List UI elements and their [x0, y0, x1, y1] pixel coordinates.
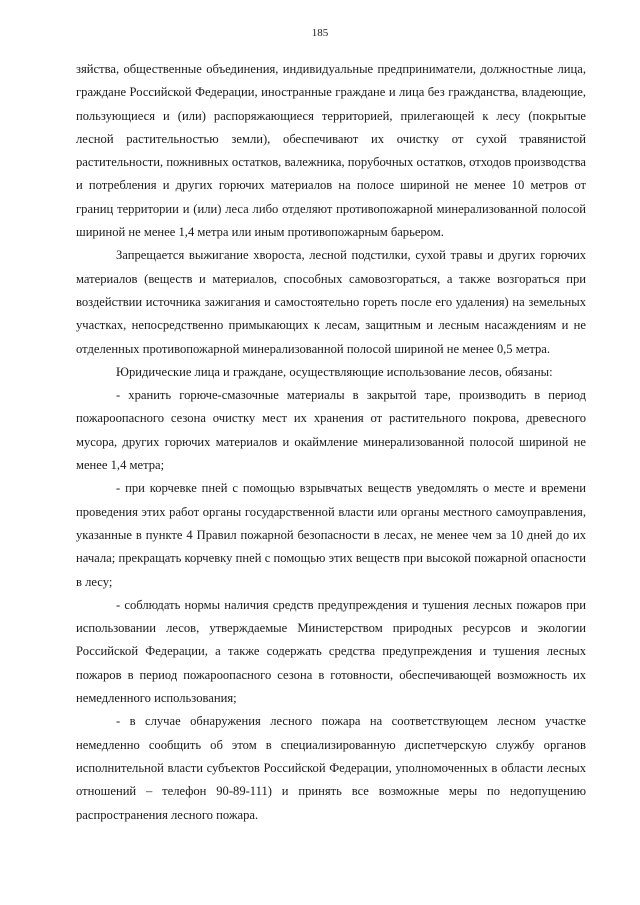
document-body [76, 58, 586, 827]
paragraph-obligations-intro: Юридические лица и граждане, осуществляющие использование лесов, обязаны: [116, 364, 553, 379]
list-item-stump-removal: - при корчевке пней с помощью взрывчатых веществ уведомлять о месте и времени проведения этих работ органы государственной власти или органы местного самоуправления, указанные в пункте 4 Правил пожарной безопасности в лесах, не менее чем за 10 дней до их начала; прекращать корчевку пней с помощью этих веществ при высокой пожарной опасности в лесу; [76, 481, 586, 589]
paragraph-continuation: зяйства, общественные объединения, индивидуальные предприниматели, должностные лица, граждане Российской Федерации, иностранные граждане и лица без гражданства, владеющие, пользующиеся и (или) распоряжающиеся территорией, прилегающей к лесу (покрытые лесной растительностью земли), обеспечивают их очистку от сухой травянистой растительности, пожнивных остатков, валежника, порубочных остатков, отходов производства и потребления и других горючих материалов на полосе шириной не менее 10 метров от границ территории и (или) леса либо отделяют противопожарной минерализованной полосой шириной не менее 1,4 метра или иным противопожарным барьером. [76, 62, 587, 240]
list-item-fire-reporting: - в случае обнаружения лесного пожара на соответствующем лесном участке немедленно сообщить об этом в специализированную диспетчерскую службу органов исполнительной власти субъектов Российской Федерации, уполномоченных в области лесных отношений – телефон 90-89-111) и принять все возможные меры по недопущению распространения лесного пожара. [76, 714, 586, 822]
list-item-firefighting-means: - соблюдать нормы наличия средств предупреждения и тушения лесных пожаров при использовании лесов, утверждаемые Министерством природных ресурсов и экологии Российской Федерации, а также содержать средства предупреждения и тушения лесных пожаров в период пожароопасного сезона в готовности, обеспечивающей возможность их немедленного использования; [76, 597, 586, 706]
paragraph-burning-prohibition: Запрещается выжигание хвороста, лесной подстилки, сухой травы и других горючих материалов (веществ и материалов, способных самовозгораться, а также возгораться при воздействии источника зажигания и самостоятельно гореть после его удаления) на земельных участках, непосредственно примыкающих к лесам, защитным и лесным насаждениям и не отделенных противопожарной минерализованной полосой шириной не менее 0,5 метра. [76, 248, 586, 356]
page-number: 185 [311, 27, 329, 39]
list-item-fuel-storage: - хранить горюче-смазочные материалы в закрытой таре, производить в период пожароопасного сезона очистку мест их хранения от растительного покрова, древесного мусора, других горючих материалов и окаймление минерализованной полосой шириной не менее 1,4 метра; [76, 388, 586, 473]
